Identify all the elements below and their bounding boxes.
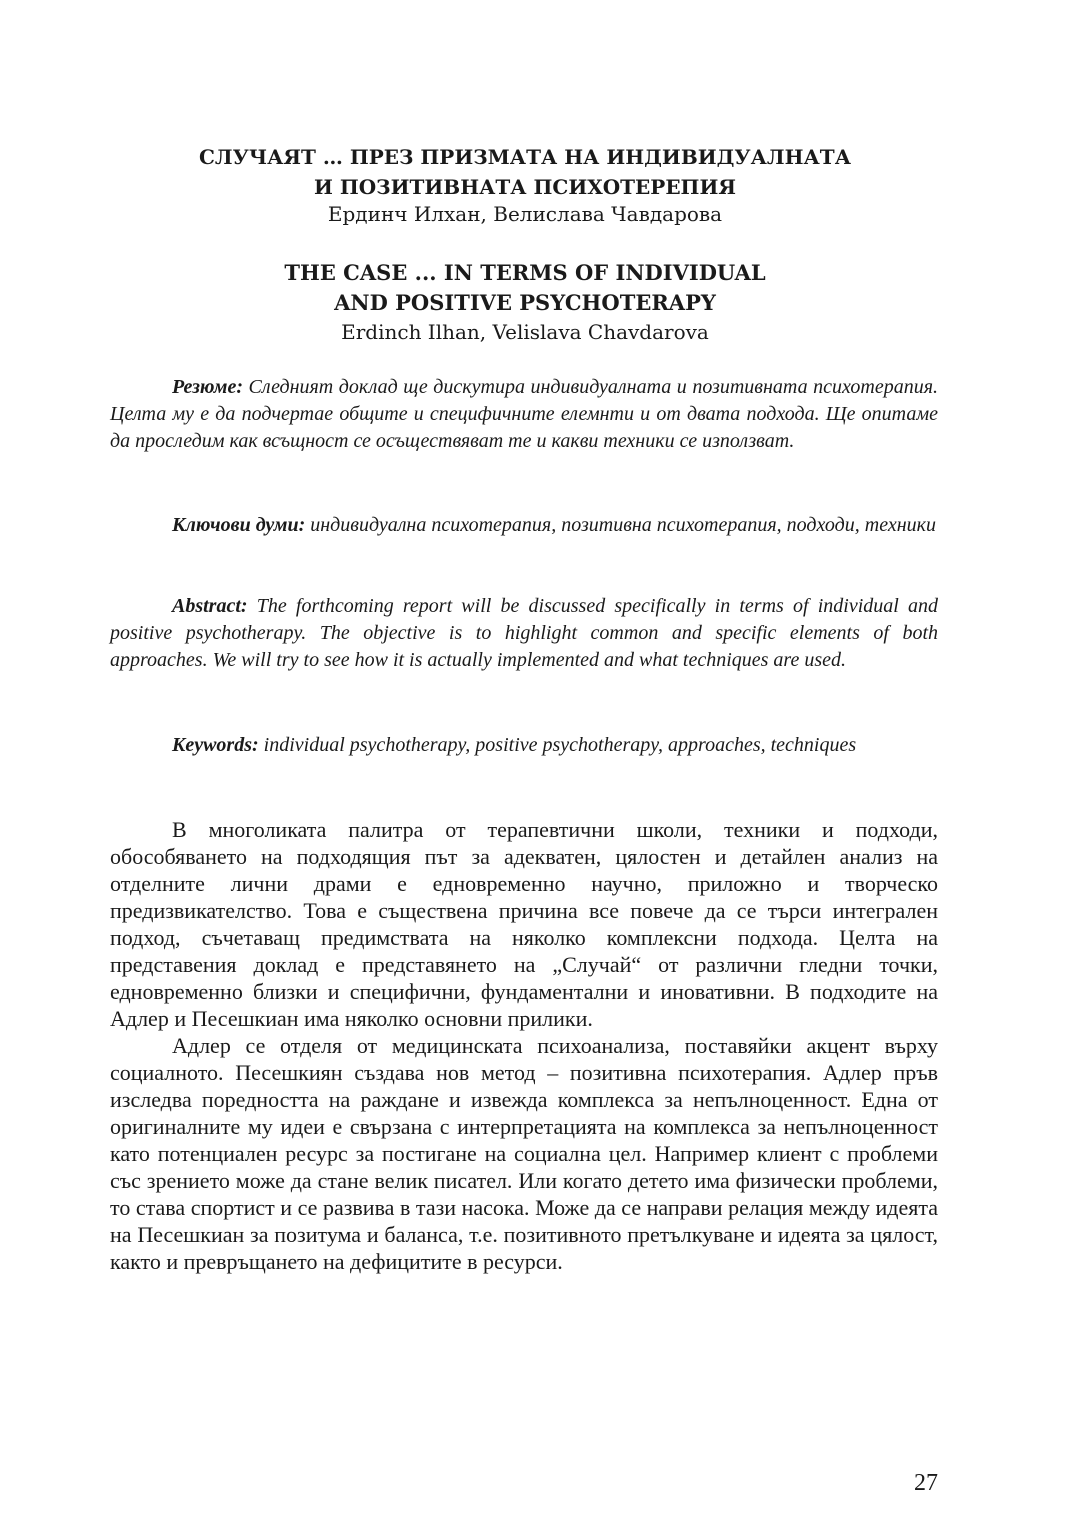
body-text xyxy=(110,816,938,1275)
abstract-label: Abstract: xyxy=(172,595,248,617)
keywords-en-text: individual psychotherapy, positive psychotherapy, approaches, techniques xyxy=(263,734,857,756)
authors-english: Erdinch Ilhan, Velislava Chavdarova xyxy=(341,320,709,344)
title-bg-line2: И ПОЗИТИВНАТА ПСИХОТЕРЕПИЯ xyxy=(314,175,736,199)
abstract-text: The forthcoming report will be discussed specifically in terms of individual and positive psychotherapy. The objective is to highlight common and specific elements of both approaches. We will try to see how it is actually implemented and what techniques are used. xyxy=(110,595,939,671)
keywords-en-block xyxy=(110,732,938,759)
body-paragraph-2: Адлер се отделя от медицинската психоанализа, поставяйки акцент върху социалното. Песешкиян създава нов метод – позитивна психотерапия. Адлер пръв изследва поредността на раждане и извежда комплекса за непълноценност. Една от оригиналните му идеи е свързана с интерпретацията на комплекса за непълноценност като потенциален ресурс за постигане на социална цел. Например клиент с проблеми със зрението може да стане велик писател. Или когато детето има физически проблеми, то става спортист и се развива в тази насока. Може да се направи релация между идеята на Песешкиан за позитума и баланса, т.е. позитивното претълкуване и идеята за цялост, както и превръщането на дефицитите в ресурси. xyxy=(110,1033,938,1274)
title-en-line1: THE CASE ... IN TERMS OF INDIVIDUAL xyxy=(284,260,766,285)
title-bg-line1: СЛУЧАЯТ … ПРЕЗ ПРИЗМАТА НА ИНДИВИДУАЛНАТА xyxy=(199,145,851,169)
page-number: 27 xyxy=(914,1470,938,1496)
authors-bulgarian: Ердинч Илхан, Велислава Чавдарова xyxy=(327,202,723,226)
title-en-line2: AND POSITIVE PSYCHOTERAPY xyxy=(334,290,716,315)
title-bulgarian xyxy=(110,142,940,202)
summary-label: Резюме: xyxy=(172,376,243,398)
title-english xyxy=(110,258,940,318)
abstract-block xyxy=(110,593,938,674)
keywords-bg-text: индивидуална психотерапия, позитивна психотерапия, подходи, техники xyxy=(310,514,936,536)
keywords-bg-label: Ключови думи: xyxy=(172,514,306,536)
summary-text: Следният доклад ще дискутира индивидуалната и позитивната психотерапия. Целта му е да подчертае общите и специфичните елемнти и от двата подхода. Ще опитаме да проследим как всъщност се осъществяват те и какви техники се използват. xyxy=(110,376,938,452)
keywords-en-label: Keywords: xyxy=(172,734,259,756)
summary-block xyxy=(110,374,938,455)
keywords-bg-block xyxy=(110,512,938,539)
body-paragraph-1: В многоликата палитра от терапевтични школи, техники и подходи, обособяването на подходящия път за адекватен, цялостен и детайлен анализ на отделните лични драми е едновременно научно, приложно и творческо предизвикателство. Това е съществена причина все повече да се търси интегрален подход, съчетаващ предимствата на няколко комплексни подхода. Целта на представения доклад е представянето на „Случай“ от различни гледни точки, едновременно близки и специфични, фундаментални и иновативни. В подходите на Адлер и Песешкиан има няколко основни прилики. xyxy=(110,817,938,1031)
